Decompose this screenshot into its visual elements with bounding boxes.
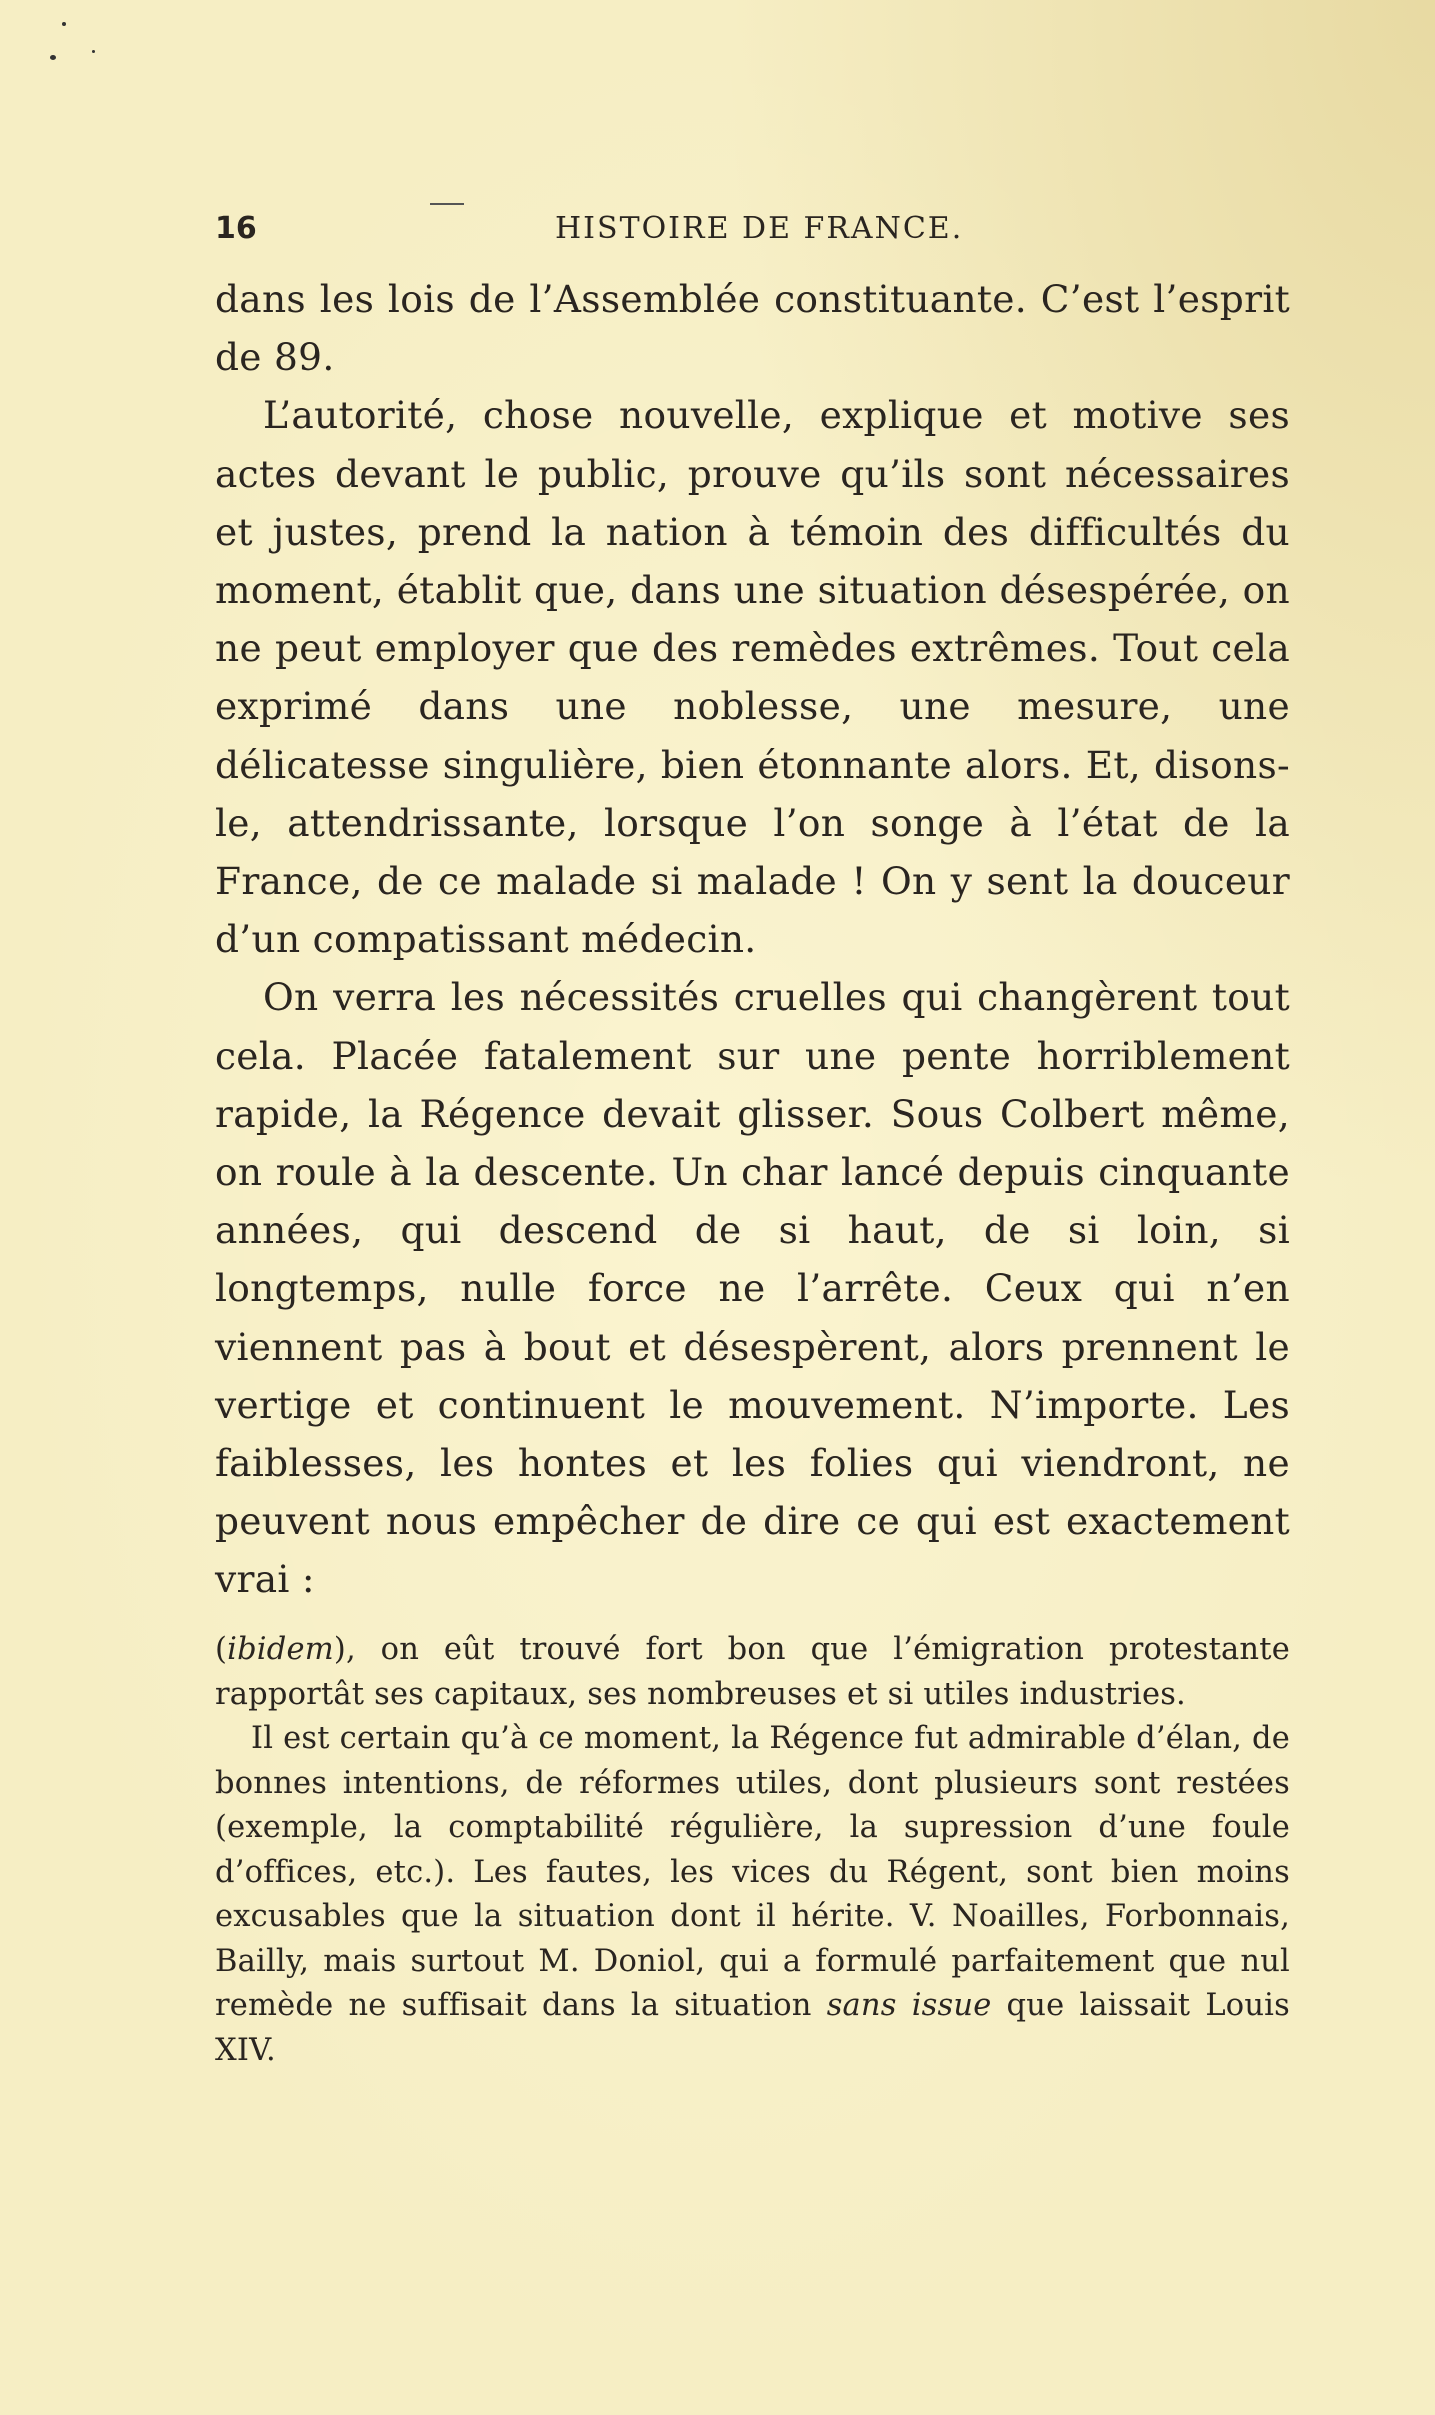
header-dash: [430, 203, 464, 205]
paragraph-2: L’autorité, chose nouvelle, explique et motive ses actes devant le public, prouve qu’ils sont nécessaires et justes, prend la nation à témoin des difficultés du moment, établit que, dans une situation désespérée, on ne peut employer que des remèdes extrêmes. Tout cela exprimé dans une noblesse, une mesure, une délicatesse singulière, bien étonnante alors. Et, disons-le, attendrissante, lorsque l’on songe à l’état de la France, de ce malade si malade ! On y sent la douceur d’un compatissant médecin.: [215, 393, 1290, 962]
footnote-1-open: (: [215, 1632, 228, 1667]
footnote-2-text: Il est certain qu’à ce moment, la Régence fut admirable d’élan, de bonnes intentions, de réformes utiles, dont plusieurs sont restées (exemple, la comptabilité régulière, la supression d’une foule d’offices, etc.). Les fautes, les vices du Régent, sont bien moins excusables que la situation dont il hérite. V. Noailles, Forbonnais, Bailly, mais surtout M. Doniol, qui a formulé parfaitement que nul remède ne suffisait dans la situation: [215, 1721, 1290, 2023]
ink-speck: [92, 50, 95, 53]
main-text: [215, 270, 1290, 1609]
footnote-1-text: ), on eût trouvé fort bon que l’émigration protestante rapportât ses capitaux, ses nombreuses et si utiles industries.: [215, 1632, 1290, 1712]
footnotes: [215, 1628, 1290, 2073]
running-title: HISTOIRE DE FRANCE.: [555, 211, 964, 246]
paragraph-3: On verra les nécessités cruelles qui changèrent tout cela. Placée fatalement sur une pente horriblement rapide, la Régence devait glisser. Sous Colbert même, on roule à la descente. Un char lancé depuis cinquante années, qui descend de si haut, de si loin, si longtemps, nulle force ne l’arrête. Ceux qui n’en viennent pas à bout et désespèrent, alors prennent le vertige et continuent le mouvement. N’importe. Les faiblesses, les hontes et les folies qui viendront, ne peuvent nous empêcher de dire ce qui est exactement vrai :: [215, 975, 1290, 1602]
footnote-2-end: que laissait Louis XIV.: [215, 1988, 1290, 2068]
footnote-1-italic: ibidem: [227, 1632, 334, 1667]
ink-speck: [62, 22, 66, 26]
page-number: 16: [215, 211, 257, 246]
ink-speck: [50, 55, 56, 60]
footnote-2: [215, 1717, 1290, 2073]
footnote-1: [215, 1628, 1290, 1717]
paragraph-1: dans les lois de l’Assemblée constituante. C’est l’esprit de 89.: [215, 277, 1290, 380]
page-header: [215, 203, 1290, 253]
footnote-2-italic: sans issue: [826, 1988, 992, 2023]
